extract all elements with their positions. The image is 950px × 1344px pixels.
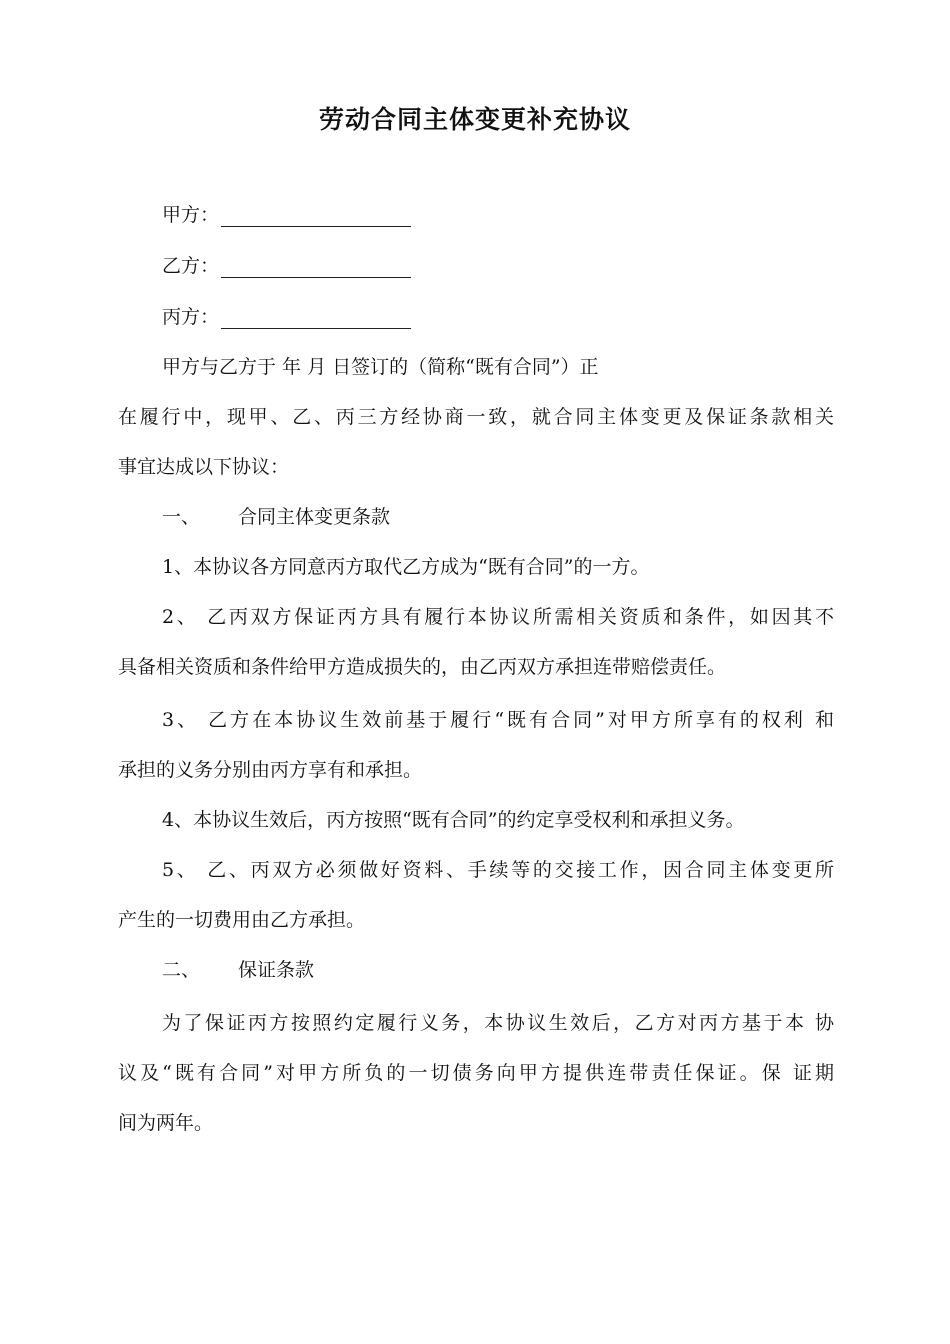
party-b-label: 乙方：	[162, 255, 220, 277]
clause-1: 1、本协议各方同意丙方取代乙方成为“既有合同”的一方。	[162, 556, 650, 578]
guarantee-line-3: 间为两年。	[118, 1112, 214, 1134]
section-2-number: 二、	[162, 959, 201, 981]
clause-2-line-2: 具备相关资质和条件给甲方造成损失的，由乙丙双方承担连带赔偿责任。	[118, 656, 727, 678]
section-2-heading	[162, 955, 314, 985]
clause-5-line-1: 5、 乙、丙双方必须做好资料、手续等的交接工作，因合同主体变更所	[162, 859, 834, 881]
party-b-row	[162, 251, 411, 281]
party-c-row	[162, 302, 411, 332]
clause-5-line-2: 产生的一切费用由乙方承担。	[118, 909, 366, 931]
clause-2-line-1: 2、 乙丙双方保证丙方具有履行本协议所需相关资质和条件，如因其不	[162, 606, 834, 628]
clause-4: 4、本协议生效后，丙方按照“既有合同”的约定享受权利和承担义务。	[162, 809, 745, 831]
section-1-heading	[162, 502, 390, 532]
section-2-title: 保证条款	[238, 959, 315, 981]
guarantee-line-1: 为了保证丙方按照约定履行义务，本协议生效后，乙方对丙方基于本 协	[162, 1012, 834, 1034]
section-1-number: 一、	[162, 506, 201, 528]
document-title: 劳动合同主体变更补充协议	[318, 105, 631, 134]
party-a-label: 甲方：	[162, 204, 220, 226]
party-a-blank	[221, 204, 411, 227]
clause-3-line-1: 3、 乙方在本协议生效前基于履行“既有合同”对甲方所享有的权利 和	[162, 709, 834, 731]
party-c-label: 丙方：	[162, 306, 220, 328]
section-1-title: 合同主体变更条款	[238, 506, 391, 528]
clause-3-line-2: 承担的义务分别由丙方享有和承担。	[118, 759, 423, 781]
party-b-blank	[221, 255, 411, 278]
intro-line-1: 甲方与乙方于 年 月 日签订的（简称“既有合同”）正	[162, 356, 599, 378]
guarantee-line-2: 议及“既有合同”对甲方所负的一切债务向甲方提供连带责任保证。保 证期	[118, 1062, 834, 1084]
intro-line-3: 事宜达成以下协议：	[118, 456, 290, 478]
party-c-blank	[221, 306, 411, 329]
intro-line-2: 在履行中，现甲、乙、丙三方经协商一致，就合同主体变更及保证条款相关	[118, 406, 834, 428]
party-a-row	[162, 200, 411, 230]
